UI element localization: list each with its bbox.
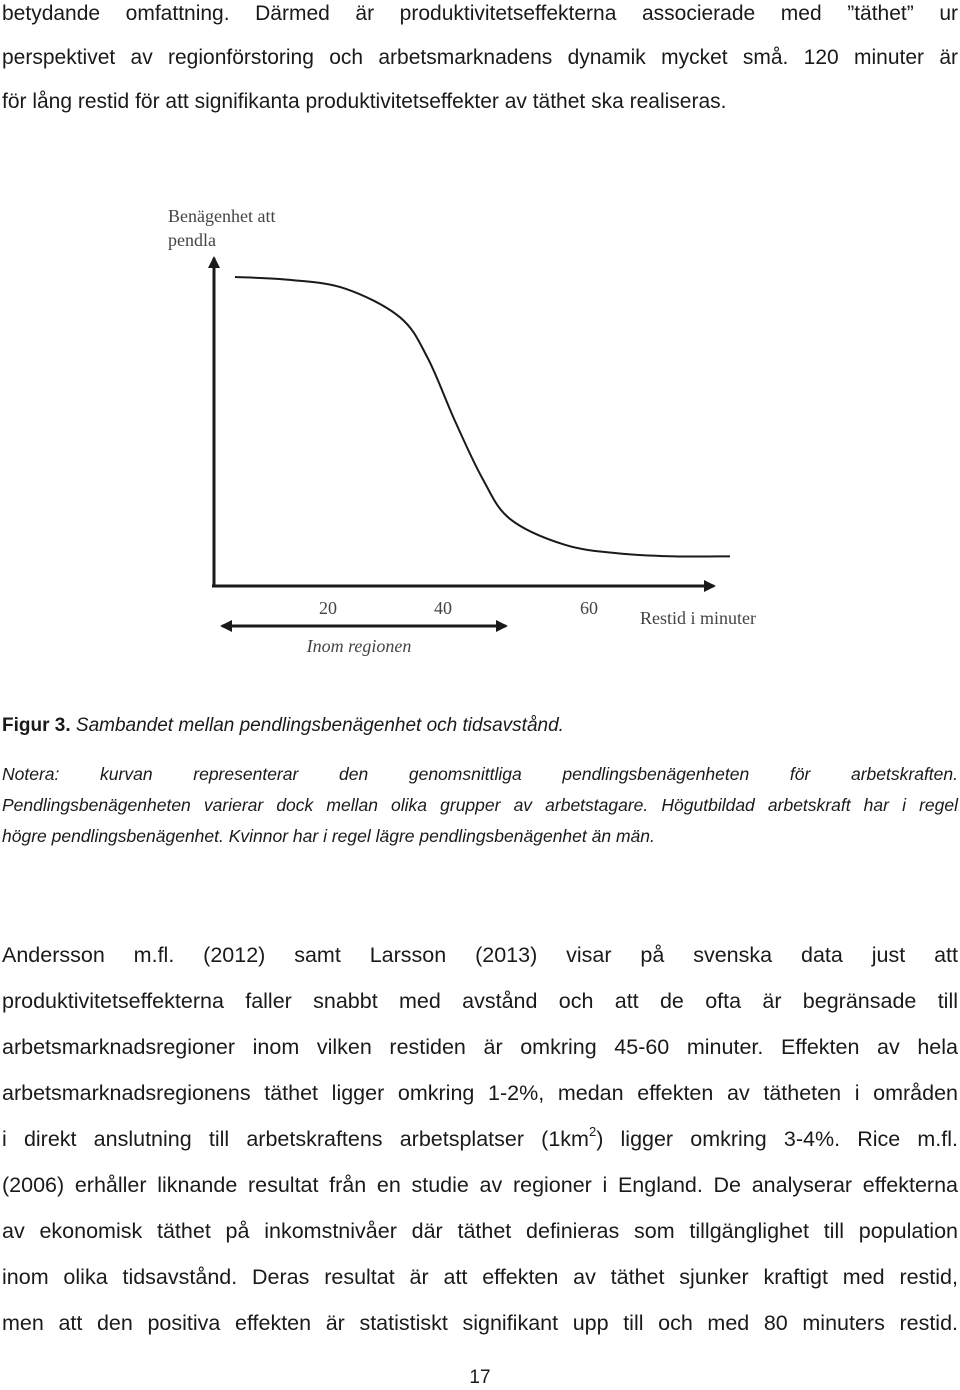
superscript: 2	[588, 1123, 597, 1139]
within-region-label: Inom regionen	[306, 636, 412, 656]
paragraph-line: betydande omfattning. Därmed är produktivitetseffekterna associerade med ”täthet” ur	[2, 2, 958, 25]
line-text-before-superscript: i direkt anslutning till arbetskraftens arbetsplatser (1km	[2, 1127, 589, 1151]
paragraph-line: produktivitetseffekterna faller snabbt med avstånd och att de ofta är begränsade till	[2, 989, 958, 1013]
paragraph-line: av ekonomisk täthet på inkomstnivåer där täthet definieras som tillgänglighet till population	[2, 1219, 958, 1243]
paragraph-line: men att den positiva effekten är statistiskt signifikant upp till och med 80 minuters restid.	[2, 1311, 958, 1335]
paragraph-line: perspektivet av regionförstoring och arbetsmarknadens dynamik mycket små. 120 minuter är	[2, 46, 958, 69]
paragraph-line-with-superscript	[2, 1124, 958, 1154]
paragraph-line: arbetsmarknadsregioner inom vilken restiden är omkring 45-60 minuter. Effekten av hela	[2, 1035, 958, 1059]
figure-caption-text: Sambandet mellan pendlingsbenägenhet och tidsavstånd.	[75, 715, 564, 736]
note-line: Notera: kurvan representerar den genomsnittliga pendlingsbenägenheten för arbetskraften.	[2, 764, 958, 784]
commuting-propensity-figure	[0, 190, 960, 670]
x-tick-label-40: 40	[434, 598, 452, 618]
paragraph-line: arbetsmarknadsregionens täthet ligger omkring 1-2%, medan effekten av tätheten i områden	[2, 1081, 958, 1105]
propensity-curve	[235, 277, 730, 557]
paragraph-line: inom olika tidsavstånd. Deras resultat är att effekten av täthet sjunker kraftigt med restid,	[2, 1265, 958, 1289]
paragraph-line: (2006) erhåller liknande resultat från en studie av regioner i England. De analyserar effekterna	[2, 1173, 958, 1197]
x-axis-label: Restid i minuter	[640, 608, 756, 628]
x-tick-label-20: 20	[319, 598, 337, 618]
x-tick-label-60: 60	[580, 598, 598, 618]
y-axis-label-line1: Benägenhet att	[168, 206, 276, 226]
note-line: Pendlingsbenägenheten varierar dock mellan olika grupper av arbetstagare. Högutbildad arbetskraft har i regel	[2, 795, 958, 815]
figure-caption-number: Figur 3.	[2, 715, 71, 736]
note-line: högre pendlingsbenägenhet. Kvinnor har i regel lägre pendlingsbenägenhet än män.	[2, 826, 655, 846]
paragraph-line: för lång restid för att signifikanta produktivitetseffekter av täthet ska realiseras.	[2, 90, 727, 113]
figure-caption	[2, 713, 564, 739]
page-number: 17	[469, 1367, 491, 1388]
y-axis-label-line2: pendla	[168, 230, 216, 250]
line-text-after-superscript: ) ligger omkring 3-4%. Rice m.fl.	[596, 1127, 958, 1151]
paragraph-line: Andersson m.fl. (2012) samt Larsson (2013) visar på svenska data just att	[2, 943, 958, 967]
